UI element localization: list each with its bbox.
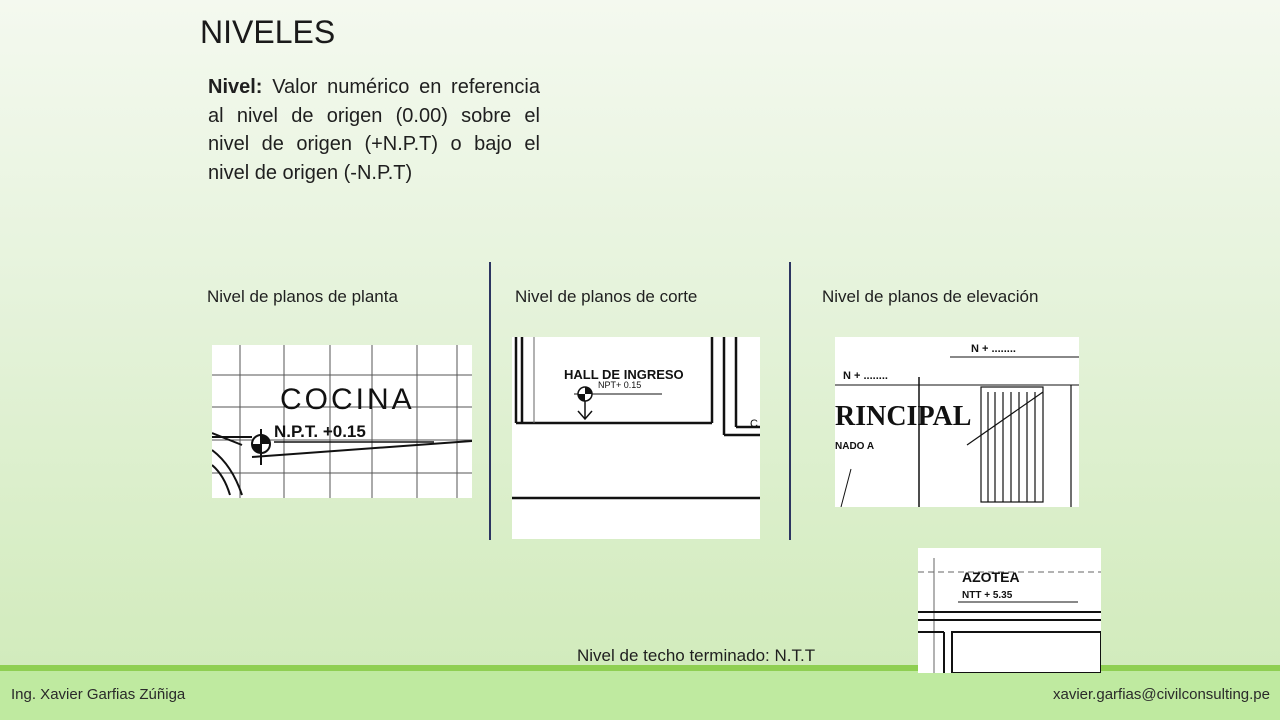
corte-room-text: HALL DE INGRESO	[564, 367, 684, 382]
label-corte: Nivel de planos de corte	[515, 287, 698, 306]
planta-level-text: N.P.T. +0.15	[274, 422, 366, 441]
sketch-corte	[512, 337, 760, 539]
level-marker-icon	[578, 387, 592, 419]
techo-room-text: AZOTEA	[962, 569, 1020, 585]
level-marker-icon	[252, 429, 270, 465]
corte-side-letter: C	[750, 418, 758, 430]
definition-term: Nivel:	[208, 76, 263, 98]
label-elevacion: Nivel de planos de elevación	[822, 287, 1039, 306]
planta-room-text: COCINA	[280, 383, 415, 416]
sketch-elevacion	[835, 337, 1079, 507]
divider-right	[789, 262, 791, 540]
ntt-caption: Nivel de techo terminado: N.T.T	[577, 646, 816, 665]
elev-level-mid: N + ........	[843, 370, 888, 382]
corte-level-text: NPT+ 0.15	[598, 380, 642, 390]
elev-name-text: RINCIPAL	[835, 401, 972, 432]
techo-level-text: NTT + 5.35	[962, 590, 1013, 601]
definition-text: Valor numérico en referencia al nivel de origen (0.00) sobre el nivel de origen (+N.P.T) o bajo el nivel de origen (-N.P.T)	[208, 76, 540, 184]
label-planta: Nivel de planos de planta	[207, 287, 398, 306]
elev-level-top: N + ........	[971, 343, 1016, 355]
definition-paragraph	[208, 73, 540, 187]
divider-left	[489, 262, 491, 540]
sketch-planta	[212, 345, 472, 498]
elev-sub-text: NADO A	[835, 441, 875, 452]
sketch-techo	[918, 548, 1101, 673]
footer-email: xavier.garfias@civilconsulting.pe	[1053, 686, 1270, 703]
footer-author: Ing. Xavier Garfias Zúñiga	[11, 686, 186, 703]
slide-title: NIVELES	[200, 14, 336, 50]
